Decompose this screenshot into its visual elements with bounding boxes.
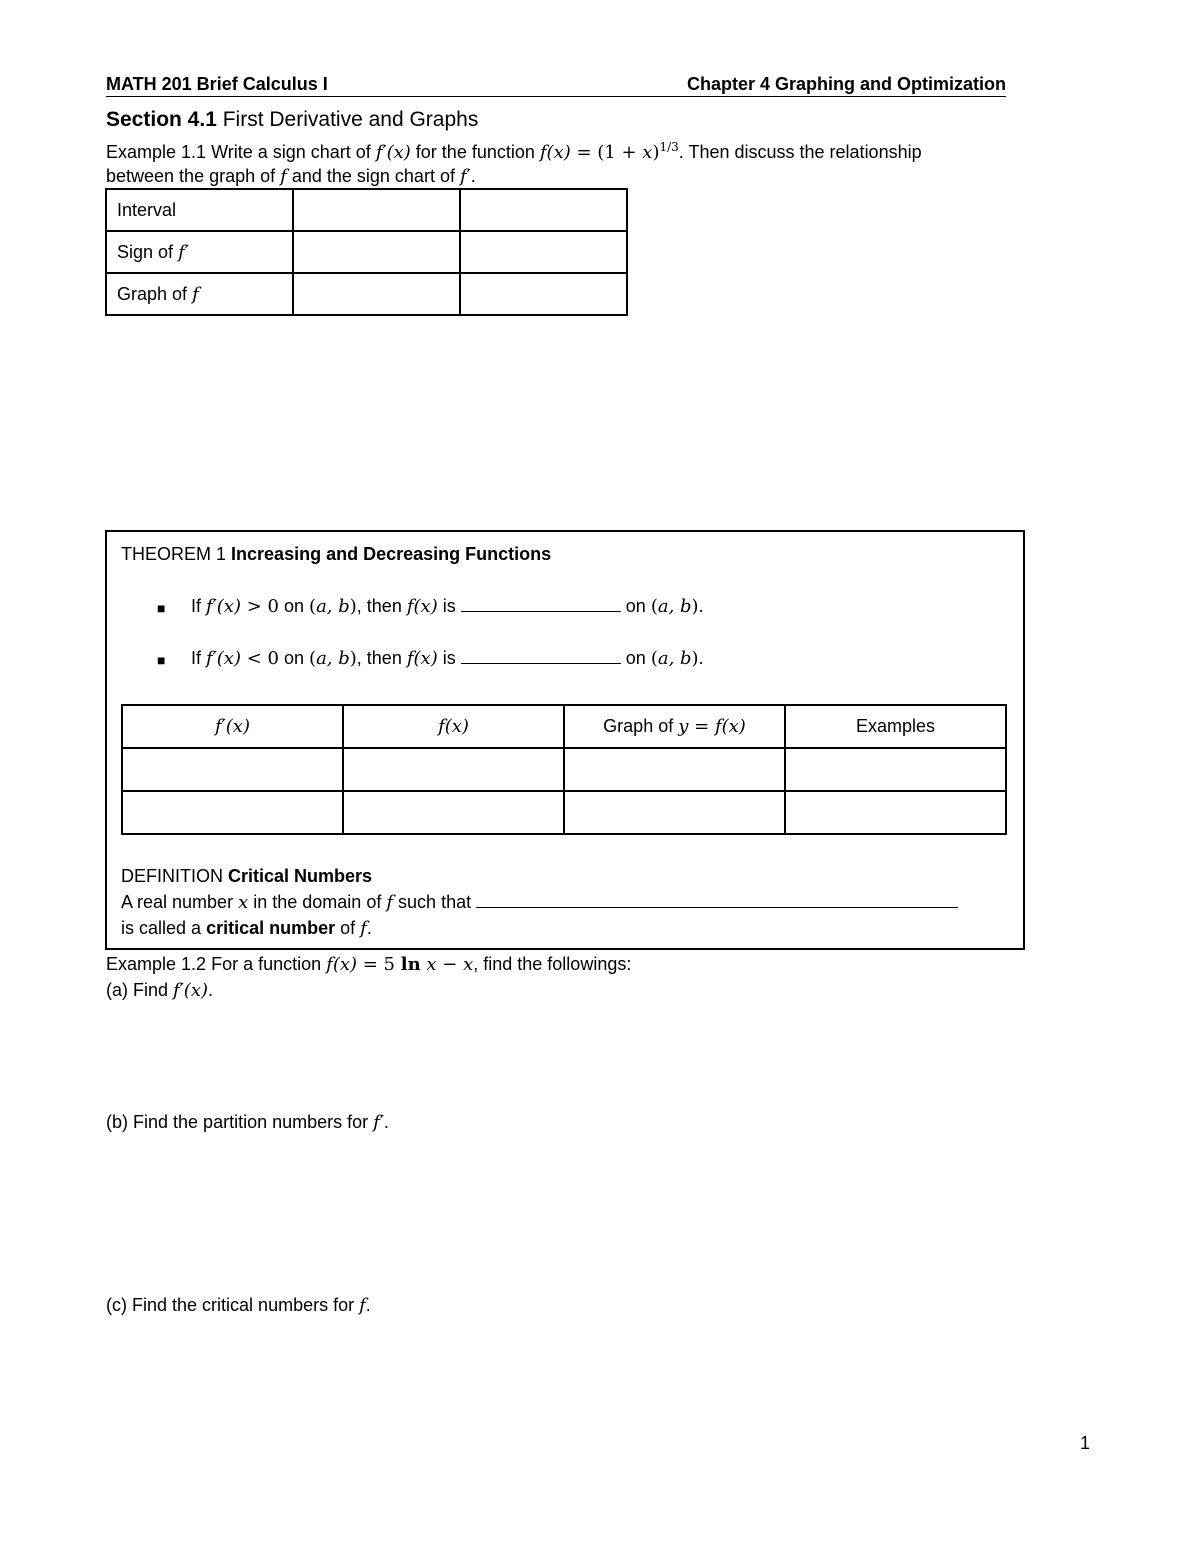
table-row	[122, 748, 1006, 791]
example-1-2-label: Example 1.2	[106, 954, 207, 974]
example-1-2-part-c: (c) Find the critical numbers for f.	[106, 1295, 371, 1316]
page-header	[106, 74, 1006, 97]
row-label-graph: Graph of f	[106, 273, 293, 315]
example-1-1-label: Example 1.1	[106, 142, 207, 162]
example-1-1-line-1: Example 1.1 Write a sign chart of f′(x) for the function $f(x) = (1 + x)^{1/3}$. Then discuss the relationship	[106, 140, 922, 163]
example-1-1-line-2: between the graph of f and the sign chart of f′.	[106, 166, 476, 187]
f-prime-x-expr: f′(x)	[375, 142, 411, 163]
table-row	[122, 791, 1006, 834]
blank-cell	[293, 273, 460, 315]
blank-cell	[122, 791, 343, 834]
table-row	[106, 231, 627, 273]
example-1-2-line: Example 1.2 For a function f(x) = 5 ln x − x, find the followings:	[106, 954, 632, 975]
blank-cell	[460, 189, 627, 231]
section-number: Section 4.1	[106, 108, 217, 131]
blank-cell	[293, 189, 460, 231]
section-title: First Derivative and Graphs	[222, 108, 479, 131]
theorem-table	[121, 704, 1007, 835]
blank-cell	[785, 791, 1006, 834]
theorem-title: Increasing and Decreasing Functions	[231, 544, 552, 564]
answer-blank[interactable]	[461, 611, 621, 612]
definition-heading	[121, 866, 372, 887]
table-row	[106, 273, 627, 315]
example-1-2-part-a: (a) Find f′(x).	[106, 980, 214, 1001]
col-header-f: f(x)	[343, 705, 564, 748]
definition-label: DEFINITION	[121, 866, 223, 886]
theorem-label: THEOREM 1	[121, 544, 227, 564]
theorem-bullet-2: If f′(x) < 0 on (a, b), then f(x) is on (a, b).	[191, 648, 704, 669]
blank-cell	[564, 791, 785, 834]
blank-cell	[293, 231, 460, 273]
page-number: 1	[1080, 1433, 1091, 1453]
theorem-heading	[121, 544, 551, 565]
blank-cell	[460, 231, 627, 273]
blank-cell	[564, 748, 785, 791]
answer-blank[interactable]	[476, 907, 958, 908]
table-header-row	[122, 705, 1006, 748]
bullet-icon: ■	[157, 600, 166, 616]
col-header-graph: Graph of y = f(x)	[564, 705, 785, 748]
row-label-sign: Sign of f′	[106, 231, 293, 273]
row-label-interval: Interval	[106, 189, 293, 231]
course-title: MATH 201 Brief Calculus I	[106, 74, 328, 94]
col-header-examples: Examples	[785, 705, 1006, 748]
theorem-bullet-1: If f′(x) > 0 on (a, b), then f(x) is on (a, b).	[191, 596, 704, 617]
blank-cell	[460, 273, 627, 315]
definition-title: Critical Numbers	[228, 866, 373, 886]
blank-cell	[785, 748, 1006, 791]
blank-cell	[343, 791, 564, 834]
definition-line-1: A real number x in the domain of f such that	[121, 892, 958, 913]
definition-line-2: is called a critical number of f.	[121, 918, 372, 939]
chapter-title: Chapter 4 Graphing and Optimization	[686, 74, 1006, 94]
section-heading	[106, 108, 478, 132]
blank-cell	[122, 748, 343, 791]
blank-cell	[343, 748, 564, 791]
col-header-f-prime: f′(x)	[122, 705, 343, 748]
sign-chart-table	[105, 188, 628, 316]
bullet-icon: ■	[157, 652, 166, 668]
example-1-2-part-b: (b) Find the partition numbers for f′.	[106, 1112, 389, 1133]
table-row	[106, 189, 627, 231]
answer-blank[interactable]	[461, 663, 621, 664]
theorem-box	[105, 530, 1025, 950]
function-expr: $f(x) = (1 + x)^{1/3}$	[539, 140, 679, 163]
